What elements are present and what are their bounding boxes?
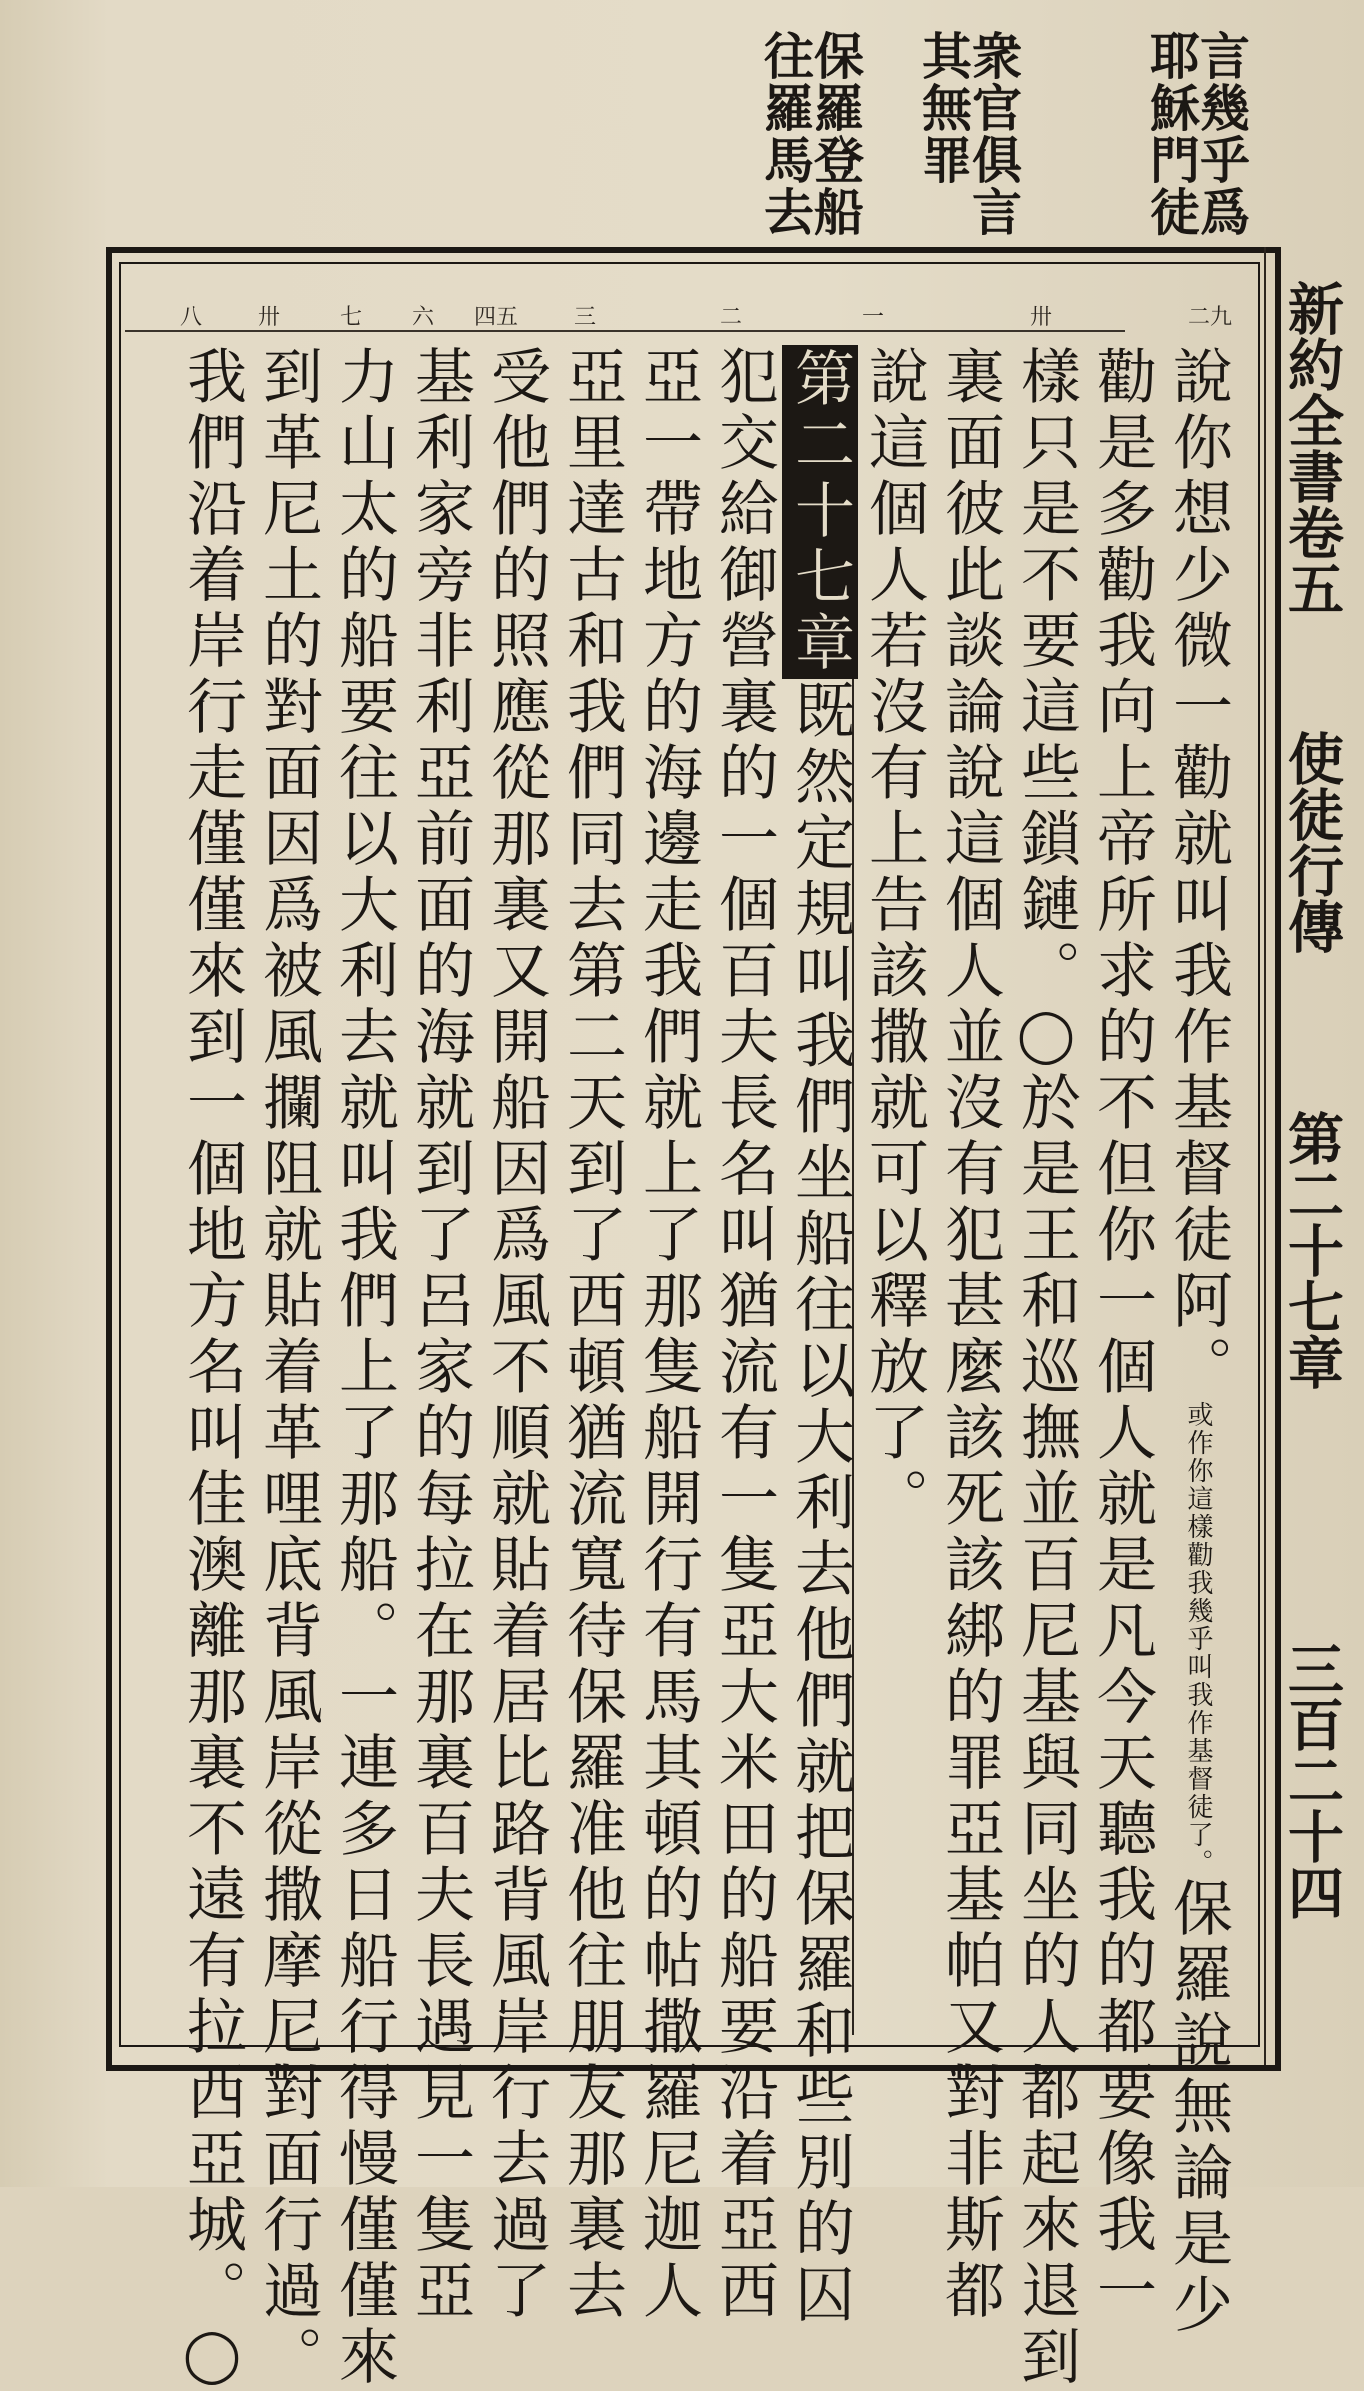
line-marker: 一 xyxy=(862,305,885,330)
chapter-heading: 第二十七章 xyxy=(1279,1110,1345,1390)
text-column-4: 裏面彼此談論說這個人並沒有犯甚麼該死該綁的罪亞基帕又對非斯都 xyxy=(935,345,1005,2325)
book-name: 使徒行傳 xyxy=(1279,730,1345,954)
book-title: 新約全書卷五 xyxy=(1279,280,1345,616)
text-line: 既然定規叫我們坐船往以大利去他們就把保羅和些別的囚 xyxy=(785,679,855,2329)
line-marker: 七 xyxy=(340,305,363,330)
top-note-3: 衆官俱言 xyxy=(964,30,1023,238)
text-column-14 xyxy=(177,345,247,2391)
paragraph-circle: ◯ xyxy=(182,2325,242,2391)
top-note-6: 往羅馬去 xyxy=(756,30,815,238)
text-column-9: 亞里達古和我們同去第二天到了西頓猶流寬待保羅准他往朋友那裏去 xyxy=(557,345,627,2325)
text-column-8: 亞一帶地方的海邊走我們就上了那隻船開行有馬其頓的帖撒羅尼迦人 xyxy=(633,345,703,2325)
line-marker: 八 xyxy=(180,305,203,330)
chapter-label: 第二十七章 xyxy=(782,345,858,679)
line-marker: 四五 xyxy=(474,305,519,330)
line-marker: 二 xyxy=(720,305,743,330)
text-line: 樣只是不要這些鎖鏈。 xyxy=(1011,345,1081,1005)
text-column-1 xyxy=(1163,345,1233,2339)
top-note-4: 其無罪 xyxy=(914,30,973,186)
text-column-7: 犯交給御營裏的一個百夫長名叫猶流有一隻亞大米田的船要沿着亞西 xyxy=(709,345,779,2325)
text-line: 我們沿着岸行走僅僅來到一個地方名叫佳澳離那裏不遠有拉西亞城。 xyxy=(177,345,247,2325)
top-note-2: 耶穌門徒 xyxy=(1142,30,1201,238)
text-column-2: 勸是多勸我向上帝所求的不但你一個人就是凡今天聽我的都要像我一 xyxy=(1087,345,1157,2325)
text-column-5: 說這個人若沒有上告該撒就可以釋放了。 xyxy=(859,345,929,1533)
line-marker: 三 xyxy=(574,305,597,330)
text-column-11: 基利家旁非利亞前面的海就到了呂家的每拉在那裏百夫長遇見一隻亞 xyxy=(405,345,475,2325)
text-column-3 xyxy=(1011,345,1081,2391)
text-column-13: 到革尼土的對面因爲被風攔阻就貼着革哩底背風岸從撒摩尼對面行過。 xyxy=(253,345,323,2391)
header-divider xyxy=(1264,247,1266,2065)
annotation-note: 或作你這樣勸我幾乎叫我作基督徒了。 xyxy=(1183,1401,1213,1877)
line-marker: 卅 xyxy=(258,305,281,330)
line-marker: 二九 xyxy=(1188,305,1233,330)
paragraph-circle: ◯ xyxy=(1016,1005,1076,1071)
text-column-12: 力山太的船要往以大利去就叫我們上了那船。一連多日船行得慢僅僅來 xyxy=(329,345,399,2391)
line-marker: 六 xyxy=(412,305,435,330)
top-note-1: 言幾乎爲 xyxy=(1192,30,1251,238)
text-line: 於是王和巡撫並百尼基與同坐的人都起來退到 xyxy=(1011,1071,1081,2391)
top-note-5: 保羅登船 xyxy=(806,30,865,238)
line-marker: 卅 xyxy=(1030,305,1053,330)
text-line: 保羅說無論是少 xyxy=(1163,1877,1233,2339)
text-line: 說你想少微一勸就叫我作基督徒阿。 xyxy=(1163,345,1233,1401)
text-column-10: 受他們的照應從那裏又開船因爲風不順就貼着居比路背風岸行去過了 xyxy=(481,345,551,2325)
text-column-6 xyxy=(785,345,855,2329)
page-number: 三百二十四 xyxy=(1279,1640,1345,1920)
